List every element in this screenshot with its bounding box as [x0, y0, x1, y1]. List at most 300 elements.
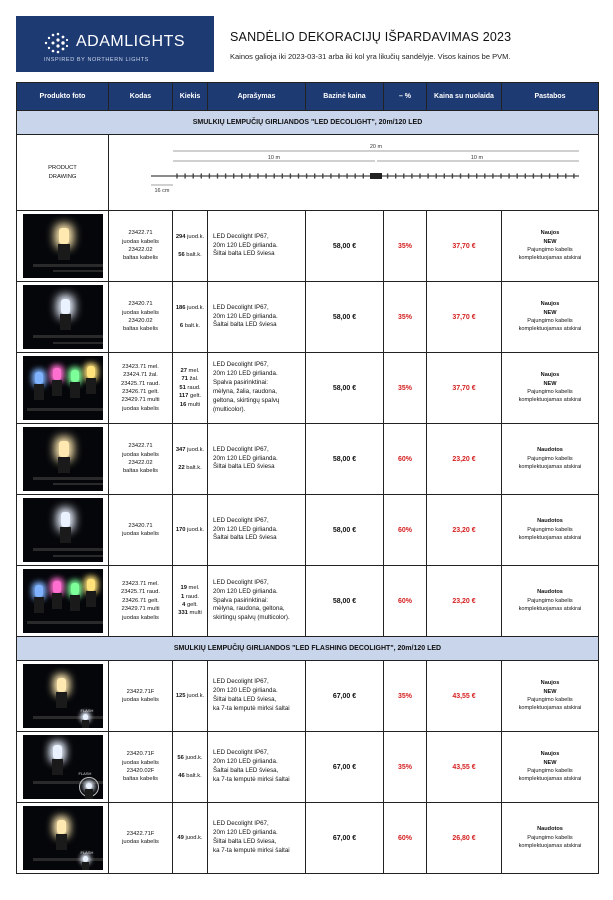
- cable: [33, 858, 103, 861]
- description-line: 20m 120 LED girlianda.: [213, 454, 278, 462]
- product-code: juodas kabelis: [122, 238, 159, 245]
- cable: [53, 342, 103, 344]
- brand-name: ADAMLIGHTS: [76, 33, 186, 50]
- qty-unit: juod.k.: [185, 692, 205, 699]
- description-line: 20m 120 LED girlianda.: [213, 525, 278, 533]
- discounted-price: 37,70 €: [427, 211, 502, 282]
- qty-unit: multi: [187, 610, 202, 617]
- flash-label: FLASH: [78, 771, 92, 776]
- qty-number: 170: [175, 526, 186, 533]
- brand-tagline: INSPIRED BY NORTHERN LIGHTS: [44, 57, 149, 63]
- qty-unit: mel.: [186, 585, 200, 592]
- description-line: mėlyna, raudona, geltona,: [213, 605, 285, 613]
- description-line: LED Decolight IP67,: [213, 516, 269, 524]
- description-line: 20m 120 LED girlianda.: [213, 241, 278, 249]
- discount-percent: 35%: [384, 661, 427, 732]
- description-line: LED Decolight IP67,: [213, 678, 269, 686]
- description-line: LED Decolight IP67,: [213, 361, 269, 369]
- code-cell: [109, 353, 173, 424]
- note-line: komplektuojamas atskirai: [518, 843, 582, 850]
- section-title: SMULKIŲ LEMPUČIŲ GIRLIANDOS "LED DECOLIGHT", 20m/120 LED: [17, 111, 599, 135]
- product-photo: [23, 806, 103, 870]
- qty-unit: juod.k.: [183, 834, 203, 841]
- cable: [33, 716, 103, 719]
- description-line: 20m 120 LED girlianda.: [213, 312, 278, 320]
- product-photo: [23, 498, 103, 562]
- drawing-label: PRODUCT: [48, 165, 77, 172]
- description-cell: [208, 211, 306, 282]
- qty-number: 51: [179, 384, 186, 391]
- photo-cell: [17, 803, 109, 874]
- bulb-socket: [58, 457, 70, 473]
- qty-cell: [173, 661, 208, 732]
- cable: [33, 264, 103, 267]
- product-code: 23422.71F: [126, 688, 155, 695]
- base-price: 58,00 €: [306, 211, 384, 282]
- product-photo: [23, 214, 103, 278]
- qty-unit: balt.k.: [184, 251, 202, 258]
- product-code: juodas kabelis: [122, 614, 159, 621]
- section-row: [17, 637, 599, 661]
- note-line: Naujos: [540, 751, 560, 758]
- led-bulb: [59, 228, 69, 244]
- product-code: juodas kabelis: [122, 531, 159, 537]
- note-line: komplektuojamas atskirai: [518, 326, 582, 333]
- description-line: LED Decolight IP67,: [213, 232, 269, 240]
- table-row: [17, 732, 599, 803]
- qty-number: 186: [175, 305, 186, 312]
- qty-number: 331: [178, 610, 188, 617]
- photo-cell: [17, 566, 109, 637]
- cable: [27, 621, 103, 624]
- qty-line: [173, 464, 207, 472]
- discounted-price: 37,70 €: [427, 282, 502, 353]
- qty-line: [173, 304, 207, 312]
- col-discount-pct: – %: [384, 83, 427, 111]
- bulb-socket: [34, 384, 44, 400]
- bulb-socket: [86, 591, 96, 607]
- cable: [27, 408, 103, 411]
- qty-unit: mel.: [186, 368, 200, 375]
- discounted-price: 43,55 €: [427, 732, 502, 803]
- qty-number: 46: [178, 772, 185, 779]
- product-code: 23420.02F: [126, 768, 155, 774]
- description-line: 20m 120 LED girlianda.: [213, 687, 278, 695]
- qty-line: [173, 446, 207, 454]
- qty-line: [173, 233, 207, 241]
- col-description: Aprašymas: [208, 83, 306, 111]
- photo-cell: [17, 424, 109, 495]
- code-cell: [109, 211, 173, 282]
- table-row: [17, 803, 599, 874]
- col-qty: Kiekis: [173, 83, 208, 111]
- note-line: Pajungimo kabelis: [527, 834, 573, 841]
- qty-cell: [173, 424, 208, 495]
- led-bulb: [35, 372, 43, 384]
- cable: [53, 555, 103, 557]
- qty-line: [173, 322, 207, 330]
- qty-line: [173, 584, 207, 592]
- qty-number: 294: [175, 234, 186, 241]
- qty-unit: balt.k.: [184, 464, 202, 471]
- col-photo: Produkto foto: [17, 83, 109, 111]
- description-line: mėlyna, žalia, raudona,: [213, 388, 277, 395]
- product-code: 23420.02: [128, 318, 153, 324]
- discounted-price: 37,70 €: [427, 353, 502, 424]
- description-line: Spalva pasirinktinai:: [213, 379, 269, 387]
- code-cell: [109, 661, 173, 732]
- qty-number: 19: [180, 585, 187, 592]
- bulb-socket: [52, 759, 63, 775]
- product-drawing-row: [17, 135, 599, 211]
- bulb-socket: [60, 527, 71, 543]
- product-photo: [23, 356, 103, 420]
- description-line: Šiltai balta LED šviesa,: [213, 838, 277, 845]
- discount-percent: 60%: [384, 495, 427, 566]
- description-line: Šaltai balta LED šviesa: [213, 321, 277, 329]
- product-code: 23426.71 gelt.: [122, 389, 159, 395]
- description-cell: [208, 353, 306, 424]
- led-bulb: [87, 579, 95, 591]
- qty-unit: gelt.: [185, 602, 198, 608]
- product-code: juodas kabelis: [122, 759, 159, 766]
- qty-line: [173, 251, 207, 259]
- section-row: [17, 111, 599, 135]
- product-code: 23422.71: [128, 443, 153, 450]
- photo-cell: [17, 661, 109, 732]
- description-line: Spalva pasirinktinai:: [213, 596, 269, 604]
- qty-number: 56: [177, 755, 184, 762]
- discounted-price: 43,55 €: [427, 661, 502, 732]
- product-code: 23429.71 multi: [121, 397, 160, 404]
- col-discount-price: Kaina su nuolaida: [427, 83, 502, 111]
- code-cell: [109, 803, 173, 874]
- qty-unit: juod.k.: [185, 305, 205, 312]
- led-bulb: [61, 299, 70, 314]
- discount-percent: 35%: [384, 211, 427, 282]
- product-code: 23422.02: [128, 247, 153, 253]
- code-cell: [109, 566, 173, 637]
- discount-percent: 60%: [384, 424, 427, 495]
- qty-number: 22: [178, 464, 185, 471]
- description-line: ka 7-ta lemputė mirksi šaltai: [213, 846, 290, 854]
- code-cell: [109, 732, 173, 803]
- page-subtitle: Kainos galioja iki 2023-03-31 arba iki kol yra likučių sandėlyje. Visos kainos be PVM.: [230, 52, 511, 61]
- notes-cell: [502, 732, 599, 803]
- photo-cell: [17, 282, 109, 353]
- qty-number: 347: [175, 447, 186, 454]
- product-code: juodas kabelis: [122, 839, 159, 845]
- code-cell: [109, 495, 173, 566]
- cable: [33, 335, 103, 338]
- table-row: [17, 424, 599, 495]
- bulb-socket: [52, 380, 62, 396]
- bulb-socket: [34, 597, 44, 613]
- description-line: ka 7-ta lemputė mirksi šaltai: [213, 775, 290, 783]
- discounted-price: 23,20 €: [427, 566, 502, 637]
- product-drawing: [109, 135, 599, 211]
- note-line: Pajungimo kabelis: [527, 697, 573, 703]
- qty-unit: žal.: [187, 376, 199, 383]
- description-line: (multicolor).: [213, 405, 246, 413]
- bulb-socket: [82, 720, 89, 728]
- qty-number: 56: [178, 251, 185, 258]
- note-line: komplektuojamas atskirai: [518, 464, 582, 471]
- description-line: skirtingų spalvų (multicolor).: [213, 614, 290, 622]
- product-code: baltas kabelis: [122, 326, 159, 333]
- qty-unit: juod.k.: [185, 234, 205, 241]
- qty-line: [173, 772, 207, 780]
- note-line: komplektuojamas atskirai: [518, 705, 582, 712]
- product-code: 23422.71: [128, 230, 153, 237]
- qty-line: [173, 367, 207, 375]
- page-title: SANDĖLIO DEKORACIJŲ IŠPARDAVIMAS 2023: [230, 30, 512, 44]
- qty-cell: [173, 495, 208, 566]
- description-line: 20m 120 LED girlianda.: [213, 829, 278, 837]
- note-line: Pajungimo kabelis: [527, 318, 573, 324]
- discount-percent: 35%: [384, 353, 427, 424]
- qty-line: [173, 593, 207, 601]
- description-line: LED Decolight IP67,: [213, 445, 269, 453]
- product-code: 23425.71 raud.: [120, 589, 160, 596]
- led-bulb: [53, 745, 62, 759]
- notes-cell: [502, 282, 599, 353]
- description-line: Šiltai balta LED šviesa: [213, 463, 275, 471]
- note-line: komplektuojamas atskirai: [518, 776, 582, 783]
- flash-label: FLASH: [80, 708, 94, 713]
- table-row: [17, 566, 599, 637]
- product-photo: [23, 569, 103, 633]
- qty-cell: [173, 282, 208, 353]
- bulb-socket: [60, 314, 71, 330]
- product-code: juodas kabelis: [122, 697, 159, 703]
- product-code: juodas kabelis: [122, 451, 159, 458]
- led-bulb: [35, 585, 43, 597]
- note-line: NEW: [543, 309, 557, 316]
- qty-line: [173, 392, 207, 400]
- table-row: [17, 495, 599, 566]
- qty-cell: [173, 803, 208, 874]
- qty-line: [173, 401, 207, 409]
- base-price: 67,00 €: [306, 732, 384, 803]
- bulb-socket: [56, 834, 67, 850]
- note-line: Naudotos: [537, 518, 563, 525]
- description-line: 20m 120 LED girlianda.: [213, 758, 278, 766]
- photo-cell: [17, 353, 109, 424]
- photo-cell: [17, 732, 109, 803]
- base-price: 67,00 €: [306, 803, 384, 874]
- cable: [53, 483, 103, 485]
- product-code: 23423.71 mel.: [122, 581, 159, 588]
- bulb-socket: [52, 593, 62, 609]
- note-line: NEW: [543, 759, 557, 766]
- code-cell: [109, 424, 173, 495]
- note-line: Naudotos: [537, 826, 563, 833]
- qty-line: [173, 601, 207, 609]
- product-photo: [23, 735, 103, 799]
- led-bulb: [61, 512, 70, 527]
- bulb-socket: [82, 862, 89, 870]
- product-code: 23423.71 mel.: [122, 363, 159, 370]
- notes-cell: [502, 495, 599, 566]
- qty-unit: juod.k.: [183, 755, 203, 762]
- section-title: SMULKIŲ LEMPUČIŲ GIRLIANDOS "LED FLASHING DECOLIGHT", 20m/120 LED: [17, 637, 599, 661]
- discount-percent: 60%: [384, 803, 427, 874]
- bulb-socket: [85, 789, 93, 799]
- product-code: 23426.71 gelt.: [122, 597, 159, 604]
- product-code: baltas kabelis: [122, 255, 159, 262]
- product-code: baltas kabelis: [122, 776, 159, 783]
- code-cell: [109, 282, 173, 353]
- description-cell: [208, 566, 306, 637]
- page-header: [16, 16, 598, 74]
- note-line: Pajungimo kabelis: [527, 455, 573, 462]
- led-bulb: [53, 368, 61, 380]
- base-price: 58,00 €: [306, 566, 384, 637]
- cable: [33, 477, 103, 480]
- qty-line: [173, 834, 207, 842]
- base-price: 67,00 €: [306, 661, 384, 732]
- description-cell: [208, 495, 306, 566]
- drawing-label-cell: [17, 135, 109, 211]
- qty-line: [173, 754, 207, 762]
- led-bulb: [57, 820, 66, 834]
- table-header-row: [17, 83, 599, 111]
- garland-drawing: [109, 135, 597, 205]
- table-row: [17, 353, 599, 424]
- table-row: [17, 211, 599, 282]
- product-code: 23420.71: [128, 301, 153, 308]
- bulb-socket: [56, 692, 67, 708]
- qty-line: [173, 384, 207, 392]
- qty-unit: multi: [186, 401, 201, 408]
- description-line: LED Decolight IP67,: [213, 578, 269, 586]
- product-photo: [23, 427, 103, 491]
- product-code: baltas kabelis: [122, 468, 159, 475]
- description-line: LED Decolight IP67,: [213, 303, 269, 311]
- note-line: Naujos: [540, 372, 560, 379]
- product-code: 23420.71F: [126, 751, 155, 758]
- qty-number: 49: [177, 834, 184, 841]
- notes-cell: [502, 353, 599, 424]
- description-line: 20m 120 LED girlianda.: [213, 587, 278, 595]
- cable: [33, 548, 103, 551]
- photo-cell: [17, 495, 109, 566]
- col-notes: Pastabos: [502, 83, 599, 111]
- bulb-socket: [58, 244, 70, 260]
- product-code: juodas kabelis: [122, 309, 159, 316]
- led-bulb: [71, 370, 79, 382]
- bulb-socket: [70, 595, 80, 611]
- note-line: NEW: [543, 238, 557, 245]
- note-line: Pajungimo kabelis: [527, 768, 573, 774]
- bulb-socket: [86, 378, 96, 394]
- product-photo: [23, 664, 103, 728]
- qty-line: [173, 375, 207, 383]
- product-code: 23420.71: [128, 522, 153, 529]
- cable: [53, 270, 103, 272]
- notes-cell: [502, 661, 599, 732]
- brand-logo: [16, 16, 214, 72]
- qty-unit: raud.: [184, 593, 200, 600]
- description-line: geltona, skirtingų spalvų: [213, 396, 280, 404]
- qty-number: 117: [179, 393, 189, 400]
- description-line: Šiltai balta LED šviesa: [213, 250, 275, 258]
- qty-cell: [173, 211, 208, 282]
- flash-label: FLASH: [80, 850, 94, 855]
- qty-number: 16: [179, 401, 187, 408]
- note-line: Naujos: [540, 680, 560, 687]
- dimension-left-label: 10 m: [267, 155, 281, 161]
- description-cell: [208, 732, 306, 803]
- garland-connector: [370, 173, 382, 179]
- globe-icon: [40, 30, 70, 56]
- note-line: Naujos: [540, 230, 560, 237]
- qty-number: 125: [175, 692, 186, 699]
- description-cell: [208, 424, 306, 495]
- base-price: 58,00 €: [306, 424, 384, 495]
- col-code: Kodas: [109, 83, 173, 111]
- note-line: NEW: [543, 688, 557, 695]
- qty-line: [173, 692, 207, 700]
- qty-unit: juod.k.: [185, 447, 205, 454]
- led-bulb: [87, 366, 95, 378]
- table-row: [17, 661, 599, 732]
- note-line: komplektuojamas atskirai: [518, 535, 582, 542]
- note-line: komplektuojamas atskirai: [518, 397, 582, 404]
- note-line: Naujos: [540, 301, 560, 308]
- discount-percent: 35%: [384, 732, 427, 803]
- description-cell: [208, 282, 306, 353]
- qty-number: 4: [182, 602, 186, 608]
- note-line: komplektuojamas atskirai: [518, 606, 582, 613]
- notes-cell: [502, 566, 599, 637]
- base-price: 58,00 €: [306, 353, 384, 424]
- notes-cell: [502, 424, 599, 495]
- qty-unit: balt.k.: [183, 322, 201, 329]
- product-code: 23422.71F: [126, 830, 155, 837]
- note-line: Naudotos: [537, 589, 563, 596]
- dimension-total-label: 20 m: [369, 144, 383, 150]
- qty-number: 6: [179, 322, 184, 329]
- qty-number: 1: [180, 593, 185, 600]
- qty-cell: [173, 566, 208, 637]
- product-code: 23422.02: [128, 460, 153, 466]
- led-bulb: [57, 678, 66, 692]
- description-line: LED Decolight IP67,: [213, 820, 269, 828]
- qty-unit: juod.k.: [185, 526, 205, 533]
- description-cell: [208, 661, 306, 732]
- dimension-right-label: 10 m: [470, 155, 484, 161]
- description-line: Šaltai balta LED šviesa: [213, 534, 277, 542]
- dimension-lead-label: 16 cm: [154, 188, 170, 194]
- qty-cell: [173, 732, 208, 803]
- discounted-price: 23,20 €: [427, 495, 502, 566]
- led-bulb: [53, 581, 61, 593]
- qty-line: [173, 609, 207, 617]
- qty-unit: gelt.: [188, 393, 201, 400]
- drawing-label: DRAWING: [48, 173, 77, 180]
- product-photo: [23, 285, 103, 349]
- qty-cell: [173, 353, 208, 424]
- description-line: ka 7-ta lemputė mirksi šaltai: [213, 704, 290, 712]
- col-base-price: Bazinė kaina: [306, 83, 384, 111]
- note-line: Pajungimo kabelis: [527, 597, 573, 604]
- notes-cell: [502, 803, 599, 874]
- product-code: 23424.71 žal.: [123, 372, 158, 379]
- discounted-price: 26,80 €: [427, 803, 502, 874]
- note-line: komplektuojamas atskirai: [518, 255, 582, 262]
